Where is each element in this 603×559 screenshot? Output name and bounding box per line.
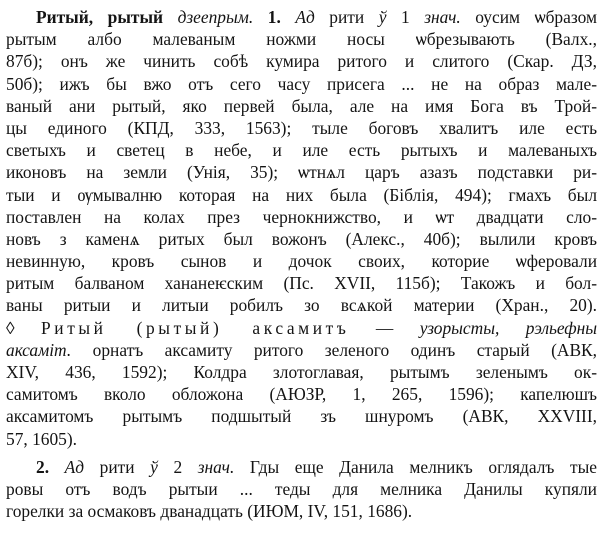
body-text: орнатъ аксамиту ритого зеленого одинъ старый (АВК, — [71, 339, 597, 360]
text-line — [6, 361, 597, 383]
body-text: цы единого (КПД, 333, 1563); тыле боговъ хвалитъ иле есть — [6, 117, 597, 138]
text-line — [6, 250, 597, 272]
body-text: рити — [314, 7, 379, 27]
text-line — [6, 428, 597, 450]
body-text: рити — [84, 456, 151, 477]
italic-label: узорысты, рэльефны — [419, 317, 597, 338]
headword-text: Ритый, рытый — [36, 7, 164, 27]
body-text: светыхъ и светец в небе, и иле есть рытыхъ и малеваныхъ — [6, 140, 597, 161]
text-line — [6, 50, 597, 72]
italic-label: Ад — [64, 456, 85, 477]
body-text: ваны ритыи и литыи робилъ зо всѧкой материи (Хран., 20). — [6, 295, 597, 316]
body-text: оусим ѡбразом — [460, 7, 597, 27]
text-line — [6, 500, 597, 522]
body-text: горелки за осмаковъ дванадцать (ИЮМ, IV, 151, 1686). — [6, 501, 413, 522]
text-line — [6, 339, 597, 361]
body-text: самитомъ вколо обложона (АЮЗР, 1, 265, 1596); капелюшъ — [6, 384, 597, 405]
text-line — [6, 383, 597, 405]
text-line — [6, 95, 597, 117]
body-text: 57, 1605). — [6, 428, 78, 449]
italic-label: Ад — [295, 7, 315, 27]
body-text: ваный ани рытый, яко первей была, але на имя Бога въ Трой- — [6, 95, 597, 116]
body-text: иконовъ на земли (Унія, 35); ѡтнѧл царъ азазъ подставки ри- — [6, 162, 597, 183]
text-line — [6, 6, 597, 28]
body-text — [281, 7, 296, 27]
body-text: ритым балваном хананеѥским (Пс. XVII, 115б); Такожъ и бол- — [6, 273, 597, 294]
phrase-term: Ритый (рытый) аксамитъ — [41, 317, 350, 338]
body-text: — — [349, 317, 420, 338]
italic-label: аксаміт. — [6, 339, 72, 360]
italic-label: ў — [378, 7, 387, 27]
text-line — [6, 184, 597, 206]
body-text — [163, 7, 178, 27]
text-line — [6, 228, 597, 250]
text-line — [6, 28, 597, 50]
body-text: тыи и ѹмывалню которая на них была (Біблія, 494); гмахъ был — [6, 184, 597, 205]
text-line — [6, 139, 597, 161]
body-text: поставлен на колах през чернокнижство, и ѡт двадцати сло- — [6, 206, 597, 227]
text-line — [6, 206, 597, 228]
italic-label: знач. — [424, 7, 461, 27]
italic-label: знач. — [197, 456, 235, 477]
body-text: 87б); онъ же чинить собѣ кумира ритого и слитого (Скар. ДЗ, — [6, 51, 597, 72]
body-text: невинную, кровъ сынов и дочок своих, которие ѡферовали — [6, 251, 597, 272]
headword-text: 1. — [267, 7, 281, 27]
italic-label: дзеепрым. — [177, 7, 254, 27]
text-line — [6, 161, 597, 183]
text-line — [6, 272, 597, 294]
body-text: 50б); ижъ бы вжо отъ сего часу присега ... не на образ мале- — [6, 73, 597, 94]
text-line — [6, 405, 597, 427]
headword-text: 2. — [36, 456, 50, 477]
body-text: XIV, 436, 1592); Колдра злотоглавая, рытымъ зеленымъ ок- — [6, 362, 597, 382]
body-text: Гды еще Данила мелникъ оглядалъ тые — [234, 456, 597, 477]
body-text: рытым албо малеваным ножми носы ѡбрезывають (Валх., — [6, 29, 597, 50]
italic-label: ў — [150, 456, 158, 477]
body-text: 1 — [386, 7, 425, 27]
body-text — [49, 457, 65, 477]
text-line — [6, 478, 597, 500]
body-text: ровы отъ водъ рытыи ... теды для мелника Данилы купяли — [6, 478, 597, 499]
body-text: аксамитомъ рытымъ подшытый зъ шнуромъ (АВК, XXVIII, — [6, 406, 597, 427]
text-line — [6, 294, 597, 316]
body-text: 2 — [157, 456, 198, 477]
body-text: новъ з каменѧ ритых был вожонъ (Алекс., 40б); вылили кровъ — [6, 228, 597, 249]
text-line — [6, 317, 597, 339]
text-line — [6, 73, 597, 95]
text-line — [6, 456, 597, 478]
dictionary-entry — [6, 6, 597, 522]
body-text — [253, 7, 268, 27]
text-line — [6, 117, 597, 139]
body-text: ◊ — [6, 317, 42, 338]
